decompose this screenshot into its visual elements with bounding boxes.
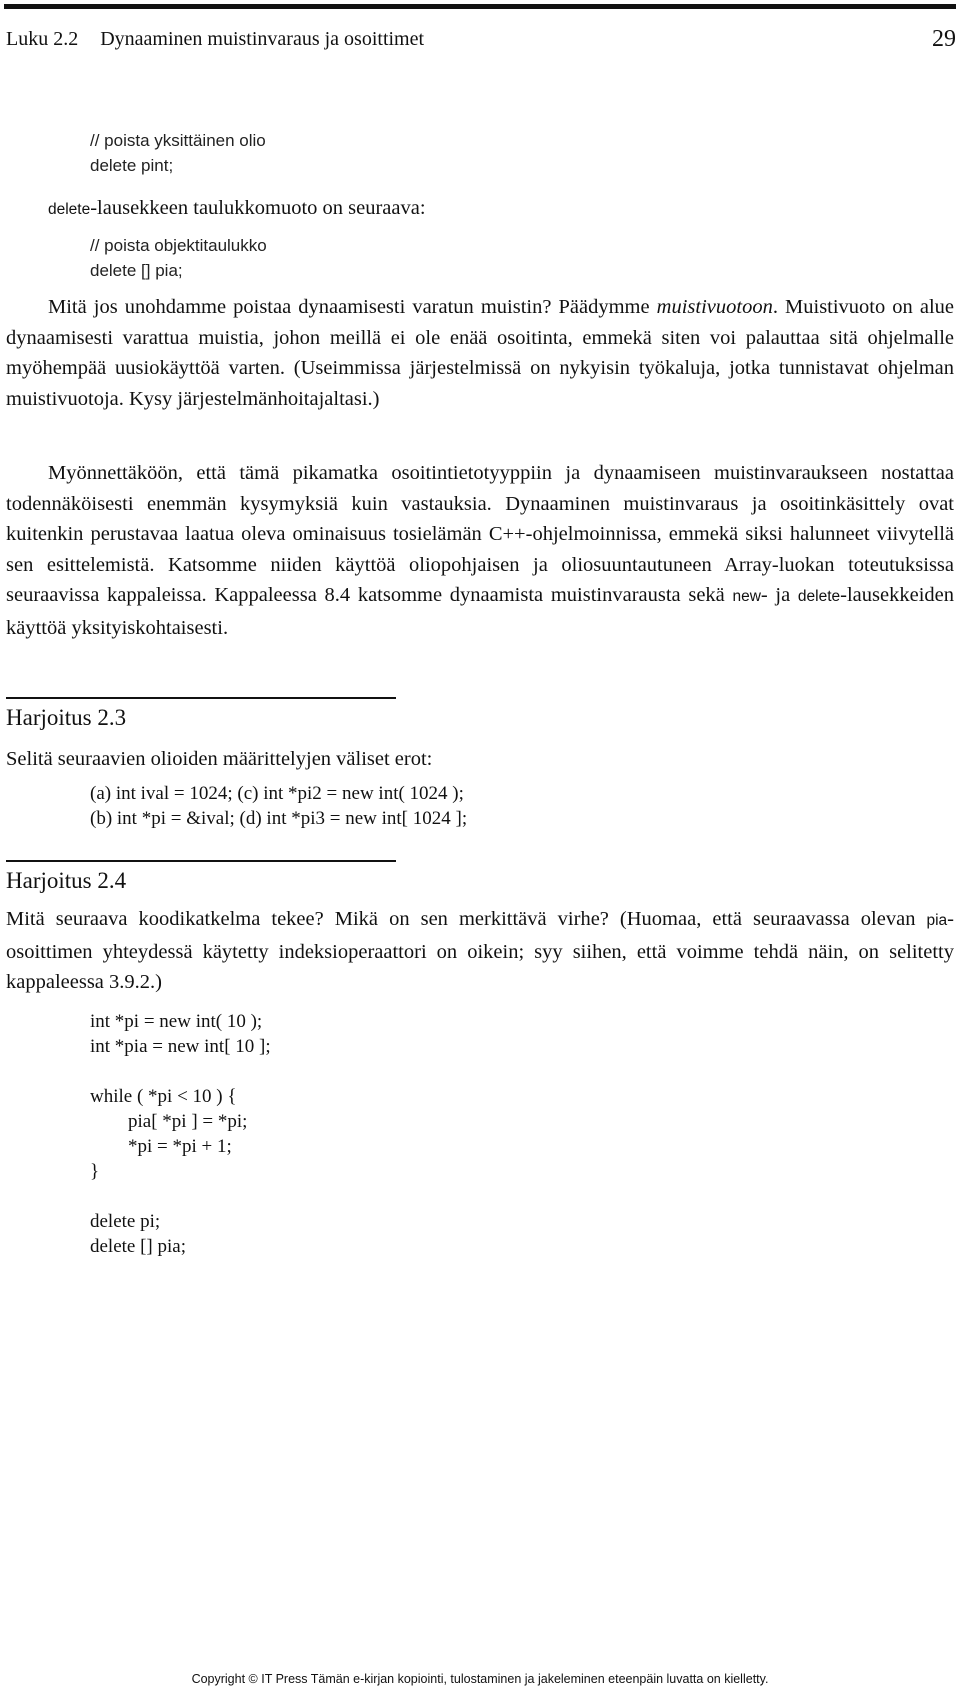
code-line: int *pia = new int[ 10 ];	[90, 1036, 271, 1057]
exercise-code-block	[90, 1009, 271, 1259]
code-line: }	[90, 1161, 100, 1182]
code-line: delete pi;	[90, 1211, 161, 1232]
chapter-number: Luku 2.2	[6, 28, 79, 50]
para2-start: Myönnettäköön, että tämä pikamatka osoitintietotyyppiin ja dynaamiseen muistinvaraukseen nostattaa todennäköisesti enemmän kysymyksiä kuin vastauksia. Dynaaminen muistinvaraus ja osoitinkäsittely ovat kuitenkin perustavaa laatua oleva ominaisuus tosielämän C++-ohjelmoinnissa, emmekä siksi halunneet viivytellä sen esittelemistä. Katsomme niiden käyttöä oliopohjaisen ja oliosuuntautuneen Array-luokan toteutuksissa seuraavissa kappaleissa. Kappaleessa 8.4 katsomme dynaamista muistinvarausta sekä	[6, 462, 954, 606]
code-line: *pi = *pi + 1;	[90, 1136, 232, 1157]
code-line: delete pint;	[90, 156, 174, 175]
inline-code-delete: delete	[797, 588, 841, 605]
code-line: (b) int *pi = &ival; (d) int *pi3 = new int[ 1024 ];	[90, 808, 468, 829]
para2-end: -lausekkeiden käyttöä yksityiskohtaisesti.	[6, 584, 954, 639]
exercise-title: Harjoitus 2.3	[6, 705, 127, 730]
exercise-title: Harjoitus 2.4	[6, 868, 127, 893]
code-line: // poista yksittäinen olio	[90, 131, 266, 150]
exercise-code-block	[90, 781, 467, 831]
para1-rest: . Muistivuoto on alue dynaamisesti varattua muistia, johon meillä ei ole enää osoitinta, emmekä siten voi palauttaa sitä ohjelmalle myöhempää uusiokäyttöä varten. (Useimmissa järjestelmissä on nykyisin työkaluja, jotka tunnistavat ohjelman muistivuotoja. Kysy järjestelmänhoitajaltasi.)	[6, 296, 955, 410]
para2-mid: - ja	[760, 584, 798, 606]
chapter-title: Dynaaminen muistinvaraus ja osoittimet	[100, 28, 425, 50]
code-block-delete-array	[90, 233, 267, 283]
exercise-text-start: Mitä seuraava koodikatkelma tekee? Mikä on sen merkittävä virhe? (Huomaa, että seuraavassa olevan	[6, 908, 927, 930]
paragraph-summary	[6, 458, 954, 643]
para1-start: Mitä jos unohdamme poistaa dynaamisesti varatun muistin? Päädymme	[48, 296, 657, 318]
code-line: int *pi = new int( 10 );	[90, 1011, 263, 1032]
inline-code-pia: pia	[926, 912, 948, 929]
code-block-delete-object	[90, 128, 266, 178]
page-number: 29	[932, 26, 956, 52]
code-line: // poista objektitaulukko	[90, 236, 267, 255]
exercise-text-end: -osoittimen yhteydessä käytetty indeksioperaattori on oikein; syy siihen, että voimme tehdä näin, on selitetty kappaleessa 3.9.2.)	[6, 908, 954, 993]
paragraph-memory-leak	[6, 292, 954, 414]
code-line: (a) int ival = 1024; (c) int *pi2 = new int( 1024 );	[90, 783, 464, 804]
code-line: while ( *pi < 10 ) {	[90, 1086, 237, 1107]
exercise-rule	[6, 697, 396, 699]
running-header	[6, 28, 956, 58]
code-line	[90, 1184, 271, 1209]
code-line: pia[ *pi ] = *pi;	[90, 1111, 248, 1132]
exercise-rule	[6, 860, 396, 862]
header-rule	[4, 4, 956, 9]
chapter-heading	[6, 28, 424, 51]
exercise-description	[6, 904, 954, 998]
intro-text: -lausekkeen taulukkomuoto on seuraava:	[90, 197, 426, 219]
inline-code-delete: delete	[48, 201, 91, 218]
copyright-footer: Copyright © IT Press Tämän e-kirjan kopiointi, tulostaminen ja jakeleminen eteenpäin luvatta on kielletty.	[191, 1672, 769, 1686]
inline-code-new: new	[732, 588, 761, 605]
code-line: delete [] pia;	[90, 1236, 187, 1257]
code-line: delete [] pia;	[90, 261, 183, 280]
exercise-prompt: Selitä seuraavien olioiden määrittelyjen väliset erot:	[6, 748, 433, 770]
array-form-intro	[48, 197, 426, 220]
code-line	[90, 1059, 271, 1084]
term-memory-leak: muistivuotoon	[656, 296, 773, 318]
